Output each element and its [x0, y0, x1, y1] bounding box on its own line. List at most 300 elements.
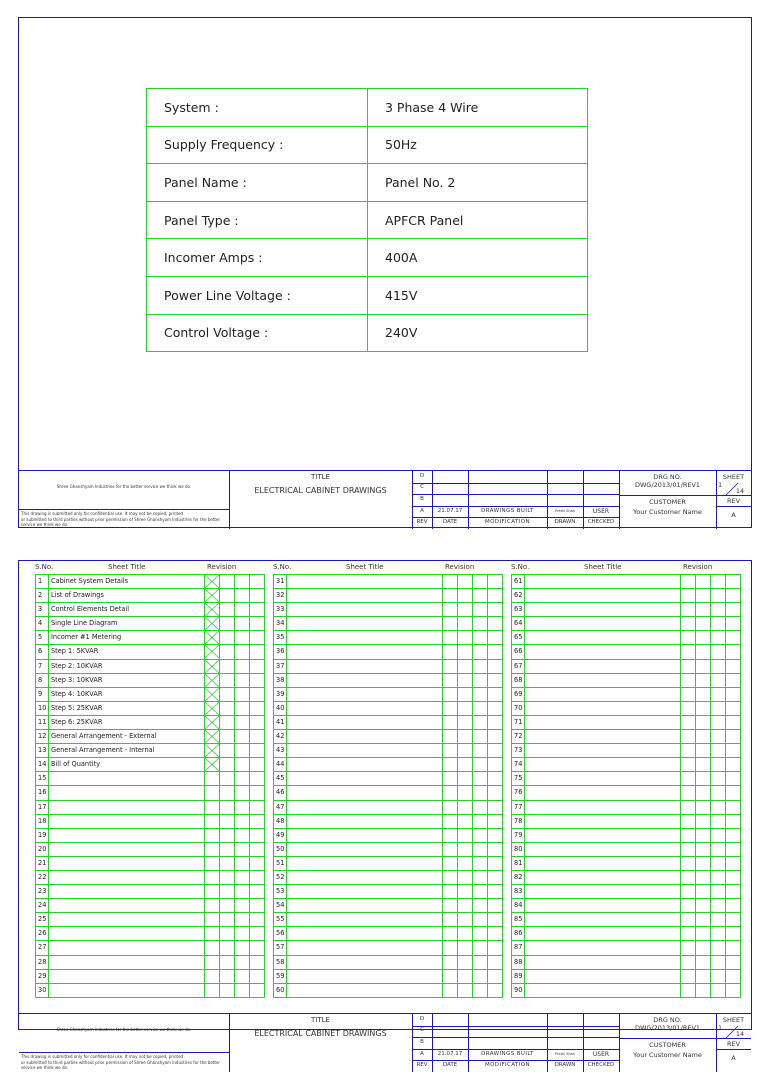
- revision-cell: [205, 815, 220, 828]
- sheet-title-cell: [525, 857, 681, 870]
- revision-cell: [235, 857, 250, 870]
- revision-cell: [488, 885, 503, 898]
- revision-cell: [458, 674, 473, 687]
- table-row: [274, 772, 503, 786]
- sheet-number-cell: 55: [274, 913, 287, 926]
- revision-cross-icon: [205, 688, 219, 701]
- table-row: [274, 660, 503, 674]
- rev-letter: C: [420, 484, 424, 490]
- table-row: [36, 927, 265, 941]
- revision-cell: [488, 702, 503, 715]
- sheet-title-cell: [525, 899, 681, 912]
- spec-row: [147, 276, 588, 314]
- revision-cell: [220, 941, 235, 954]
- sheet-title-cell: List of Drawings: [49, 589, 205, 602]
- revision-cell: [711, 772, 726, 785]
- sheet-title-cell: [525, 589, 681, 602]
- sheet-number-cell: 39: [274, 688, 287, 701]
- table-row: [274, 970, 503, 984]
- sheet-title-cell: [287, 843, 443, 856]
- revision-cell: [443, 913, 458, 926]
- panel-spec-table: [146, 88, 588, 352]
- revision-cell: [458, 631, 473, 644]
- revision-cell: [458, 857, 473, 870]
- revision-cell: [220, 815, 235, 828]
- revision-cell: [235, 899, 250, 912]
- sheet-number-cell: 33: [274, 603, 287, 616]
- table-row: [512, 871, 741, 885]
- revision-cell: [235, 730, 250, 743]
- revision-cell: [458, 941, 473, 954]
- revision-cell: [458, 772, 473, 785]
- revision-cell: [220, 956, 235, 969]
- revision-cell: [696, 631, 711, 644]
- revision-cell: [205, 913, 220, 926]
- table-row: [274, 645, 503, 659]
- revision-cell: [458, 730, 473, 743]
- spec-row: [147, 239, 588, 277]
- sheet-number-cell: 89: [512, 970, 525, 983]
- revision-cell: [250, 688, 265, 701]
- sheet-title-cell: Step 4: 10KVAR: [49, 688, 205, 701]
- table-row: [274, 956, 503, 970]
- sheet-number-cell: 84: [512, 899, 525, 912]
- revision-cell: [443, 899, 458, 912]
- revision-cell: [235, 913, 250, 926]
- spec-label: Control Voltage :: [147, 314, 368, 352]
- table-row: [512, 941, 741, 955]
- revision-cell: [473, 871, 488, 884]
- header-title: Sheet Title: [108, 563, 146, 571]
- revision-cell: [711, 984, 726, 997]
- table-row: [274, 617, 503, 631]
- revision-cell: [711, 871, 726, 884]
- sheet-title-cell: [287, 857, 443, 870]
- sheet-number-cell: 2: [36, 589, 49, 602]
- revision-cell: [443, 730, 458, 743]
- table-row: [274, 941, 503, 955]
- revision-cell: [458, 645, 473, 658]
- revision-cell: [458, 716, 473, 729]
- revision-cell: [250, 829, 265, 842]
- revision-cell: [458, 589, 473, 602]
- sheet-number-cell: 60: [274, 984, 287, 997]
- revision-cell: [473, 829, 488, 842]
- sheet-number-cell: 17: [36, 801, 49, 814]
- revision-cell: [681, 843, 696, 856]
- revision-cell: [205, 786, 220, 799]
- table-row: [36, 885, 265, 899]
- sheet-number-cell: 75: [512, 772, 525, 785]
- revision-cell: [696, 575, 711, 588]
- revision-cell: [488, 857, 503, 870]
- revision-cell: [250, 744, 265, 757]
- revision-cell: [681, 885, 696, 898]
- spec-row: [147, 164, 588, 202]
- revision-cell: [473, 801, 488, 814]
- revision-cell: [711, 758, 726, 771]
- revision-cell: [458, 913, 473, 926]
- sheet-title-cell: [49, 829, 205, 842]
- revision-cell: [205, 716, 220, 729]
- revision-cell: [711, 617, 726, 630]
- revision-cell: [220, 871, 235, 884]
- revision-cell: [696, 970, 711, 983]
- revision-cell: [205, 941, 220, 954]
- revision-cell: [696, 871, 711, 884]
- sheet-number-cell: 53: [274, 885, 287, 898]
- revision-cell: [473, 589, 488, 602]
- revision-cell: [473, 716, 488, 729]
- sheet-number-cell: 63: [512, 603, 525, 616]
- sheet-number-cell: 38: [274, 674, 287, 687]
- drawing-title: ELECTRICAL CABINET DRAWINGS: [254, 486, 387, 495]
- rev-a-checked: USER: [592, 508, 610, 515]
- sheet-title-cell: [49, 772, 205, 785]
- sheet-number-cell: 50: [274, 843, 287, 856]
- col-drawn: DRAWN: [554, 519, 576, 525]
- revision-cell: [250, 970, 265, 983]
- revision-cell: [726, 927, 741, 940]
- revision-cell: [488, 589, 503, 602]
- sheet-title-cell: [525, 645, 681, 658]
- revision-cell: [473, 885, 488, 898]
- revision-cell: [220, 772, 235, 785]
- revision-cell: [711, 645, 726, 658]
- revision-cell: [711, 815, 726, 828]
- sheet-number-cell: 19: [36, 829, 49, 842]
- rule-line: [412, 1049, 619, 1050]
- sheet-number-cell: 73: [512, 744, 525, 757]
- sheet-title-cell: Step 6: 25KVAR: [49, 716, 205, 729]
- revision-cell: [696, 927, 711, 940]
- revision-cell: [726, 815, 741, 828]
- sheet-number-cell: 4: [36, 617, 49, 630]
- revision-cell: [681, 575, 696, 588]
- sheet-label: SHEET: [722, 1016, 745, 1024]
- revision-cell: [711, 589, 726, 602]
- sheet-number-cell: 56: [274, 927, 287, 940]
- col-date: DATE: [442, 519, 458, 525]
- revision-cell: [473, 970, 488, 983]
- revision-cell: [205, 956, 220, 969]
- revision-cell: [711, 956, 726, 969]
- revision-cell: [711, 660, 726, 673]
- revision-cell: [220, 885, 235, 898]
- table-row: [36, 801, 265, 815]
- sheet-number-cell: 61: [512, 575, 525, 588]
- sheet-title-cell: [287, 589, 443, 602]
- revision-cell: [220, 843, 235, 856]
- revision-cell: [488, 899, 503, 912]
- sheet-title-cell: Step 2: 10KVAR: [49, 660, 205, 673]
- sheet-title-cell: [49, 913, 205, 926]
- sheet-title-cell: [287, 617, 443, 630]
- table-row: [274, 603, 503, 617]
- sheet-title-cell: General Arrangement - Internal: [49, 744, 205, 757]
- revision-cell: [696, 984, 711, 997]
- sheet-number-cell: 36: [274, 645, 287, 658]
- revision-cell: [220, 589, 235, 602]
- rule-line: [412, 506, 619, 507]
- revision-cell: [681, 631, 696, 644]
- table-row: [274, 899, 503, 913]
- sheet-number-cell: 44: [274, 758, 287, 771]
- col-drawn: DRAWN: [554, 1062, 576, 1068]
- revision-cell: [488, 688, 503, 701]
- revision-cell: [696, 589, 711, 602]
- revision-cell: [205, 730, 220, 743]
- header-revision: Revision: [445, 563, 475, 571]
- company-note: Shree Ghanshyam Industries for the better service we think we do.: [56, 1027, 192, 1032]
- table-row: [512, 913, 741, 927]
- col-rev: REV: [416, 519, 428, 525]
- table-row: [36, 660, 265, 674]
- table-row: [36, 786, 265, 800]
- spec-value: Panel No. 2: [368, 164, 588, 202]
- revision-cell: [681, 645, 696, 658]
- sheet-number-cell: 15: [36, 772, 49, 785]
- table-row: [36, 829, 265, 843]
- revision-cell: [235, 871, 250, 884]
- sheet-title-cell: [287, 801, 443, 814]
- sheet-number-cell: 85: [512, 913, 525, 926]
- revision-cell: [726, 758, 741, 771]
- sheet-title-cell: [287, 871, 443, 884]
- revision-cell: [488, 913, 503, 926]
- revision-cell: [220, 617, 235, 630]
- revision-cell: [488, 984, 503, 997]
- revision-cell: [681, 603, 696, 616]
- revision-cell: [726, 786, 741, 799]
- revision-cell: [696, 941, 711, 954]
- confidential-note-2: or submitted to third parties without prior permission of Shree Ghanshyam Industries for the better service we think we do.: [21, 1060, 221, 1070]
- sheet-number-cell: 41: [274, 716, 287, 729]
- revision-cell: [488, 674, 503, 687]
- revision-cell: [696, 730, 711, 743]
- sheet-number-cell: 68: [512, 674, 525, 687]
- title-block-2: [19, 1013, 751, 1071]
- sheet-title-cell: [49, 927, 205, 940]
- revision-cell: [458, 927, 473, 940]
- revision-cell: [726, 801, 741, 814]
- spec-label: Supply Frequency :: [147, 126, 368, 164]
- sheet-number-cell: 80: [512, 843, 525, 856]
- revision-cell: [696, 603, 711, 616]
- revision-cell: [696, 815, 711, 828]
- table-row: [512, 927, 741, 941]
- revision-cell: [205, 758, 220, 771]
- revision-cell: [235, 716, 250, 729]
- spec-row: [147, 89, 588, 127]
- header-sno: S.No.: [35, 563, 54, 571]
- table-row: [512, 674, 741, 688]
- sheet-number-cell: 79: [512, 829, 525, 842]
- rev-letter: D: [419, 1016, 425, 1022]
- rule-line: [716, 1049, 751, 1050]
- revision-cell: [488, 617, 503, 630]
- revision-cell: [473, 645, 488, 658]
- revision-cell: [681, 815, 696, 828]
- sheet-number-cell: 52: [274, 871, 287, 884]
- revision-cell: [473, 660, 488, 673]
- revision-cell: [726, 744, 741, 757]
- sheet-number-cell: 10: [36, 702, 49, 715]
- revision-cell: [458, 984, 473, 997]
- sheet-title-cell: [287, 645, 443, 658]
- revision-cell: [681, 899, 696, 912]
- sheet-title-cell: [287, 899, 443, 912]
- revision-cross-icon: [205, 758, 219, 771]
- sheet-number-cell: 58: [274, 956, 287, 969]
- revision-cell: [205, 801, 220, 814]
- revision-cell: [488, 956, 503, 969]
- revision-cell: [443, 843, 458, 856]
- sheet-number-cell: 3: [36, 603, 49, 616]
- sheet-title-cell: [525, 744, 681, 757]
- revision-cell: [458, 660, 473, 673]
- col-checked: CHECKED: [587, 1062, 615, 1068]
- sheet-title-cell: [49, 801, 205, 814]
- revision-cell: [488, 603, 503, 616]
- revision-cell: [696, 801, 711, 814]
- sheet-number-cell: 35: [274, 631, 287, 644]
- revision-cell: [205, 575, 220, 588]
- revision-cell: [726, 970, 741, 983]
- spec-row: [147, 314, 588, 352]
- revision-cell: [205, 645, 220, 658]
- revision-cell: [711, 730, 726, 743]
- revision-cell: [488, 815, 503, 828]
- revision-cell: [696, 913, 711, 926]
- revision-cell: [726, 589, 741, 602]
- revision-cell: [250, 885, 265, 898]
- revision-cell: [220, 984, 235, 997]
- revision-cell: [443, 617, 458, 630]
- revision-cell: [681, 744, 696, 757]
- table-row: [512, 984, 741, 998]
- revision-cell: [681, 758, 696, 771]
- revision-cell: [473, 730, 488, 743]
- sheet-number-cell: 78: [512, 815, 525, 828]
- sheet-title-cell: [525, 927, 681, 940]
- revision-cell: [220, 801, 235, 814]
- sheet-title-cell: [525, 956, 681, 969]
- revision-cell: [235, 984, 250, 997]
- revision-cell: [726, 674, 741, 687]
- revision-cell: [235, 744, 250, 757]
- revision-cell: [205, 927, 220, 940]
- revision-cell: [473, 575, 488, 588]
- revision-cell: [473, 913, 488, 926]
- table-row: [274, 631, 503, 645]
- table-row: [36, 603, 265, 617]
- table-row: [512, 857, 741, 871]
- revision-cell: [235, 575, 250, 588]
- revision-cell: [458, 575, 473, 588]
- sheet-title-cell: [287, 758, 443, 771]
- revision-cell: [726, 575, 741, 588]
- rule-line: [412, 494, 619, 495]
- table-row: [512, 758, 741, 772]
- revision-cell: [443, 631, 458, 644]
- revision-cell: [488, 843, 503, 856]
- revision-cell: [220, 970, 235, 983]
- revision-cell: [458, 758, 473, 771]
- sheet-number-cell: 87: [512, 941, 525, 954]
- spec-row: [147, 126, 588, 164]
- col-checked: CHECKED: [587, 519, 615, 525]
- revision-cell: [681, 688, 696, 701]
- revision-cell: [235, 843, 250, 856]
- revision-cell: [681, 589, 696, 602]
- sheet-number-cell: 40: [274, 702, 287, 715]
- sheet-title-cell: [287, 786, 443, 799]
- revision-cell: [473, 815, 488, 828]
- sheet-number-cell: 54: [274, 899, 287, 912]
- revision-cell: [711, 674, 726, 687]
- drawing-title: ELECTRICAL CABINET DRAWINGS: [254, 1029, 387, 1038]
- revision-cell: [726, 688, 741, 701]
- revision-cell: [443, 801, 458, 814]
- revision-cell: [250, 956, 265, 969]
- rev-a-drawn: Prathi Shah: [554, 1052, 576, 1056]
- revision-cell: [250, 575, 265, 588]
- revision-cell: [235, 885, 250, 898]
- revision-cell: [726, 871, 741, 884]
- revision-cell: [488, 772, 503, 785]
- revision-cell: [205, 589, 220, 602]
- revision-cell: [250, 645, 265, 658]
- revision-cell: [681, 941, 696, 954]
- table-row: [512, 815, 741, 829]
- revision-cell: [250, 786, 265, 799]
- revision-cell: [250, 984, 265, 997]
- sheet-number-cell: 34: [274, 617, 287, 630]
- revision-cell: [250, 843, 265, 856]
- revision-cell: [473, 617, 488, 630]
- table-row: [512, 645, 741, 659]
- revision-cell: [726, 829, 741, 842]
- rev-a-modification: DRAWINGS BUILT: [481, 1051, 534, 1057]
- sheet-title-cell: [525, 702, 681, 715]
- revision-cell: [488, 871, 503, 884]
- revision-cell: [711, 843, 726, 856]
- revision-cell: [220, 913, 235, 926]
- revision-cell: [473, 857, 488, 870]
- revision-cell: [473, 786, 488, 799]
- revision-cell: [473, 758, 488, 771]
- drg-no-value: DWG/2013/01/REV1: [634, 481, 701, 489]
- rule-line: [619, 495, 751, 496]
- revision-cross-icon: [205, 660, 219, 673]
- revision-cell: [443, 702, 458, 715]
- revision-cell: [205, 885, 220, 898]
- revision-cross-icon: [205, 702, 219, 715]
- revision-cell: [443, 744, 458, 757]
- revision-cross-icon: [205, 603, 219, 616]
- revision-cell: [250, 857, 265, 870]
- revision-cell: [250, 702, 265, 715]
- revision-cell: [726, 702, 741, 715]
- sheet-number-cell: 90: [512, 984, 525, 997]
- table-row: [36, 913, 265, 927]
- customer-value: Your Customer Name: [633, 508, 702, 516]
- rev-letter: B: [420, 496, 424, 502]
- sheet-title-cell: [287, 702, 443, 715]
- sheet-title-cell: [287, 660, 443, 673]
- revision-cell: [205, 857, 220, 870]
